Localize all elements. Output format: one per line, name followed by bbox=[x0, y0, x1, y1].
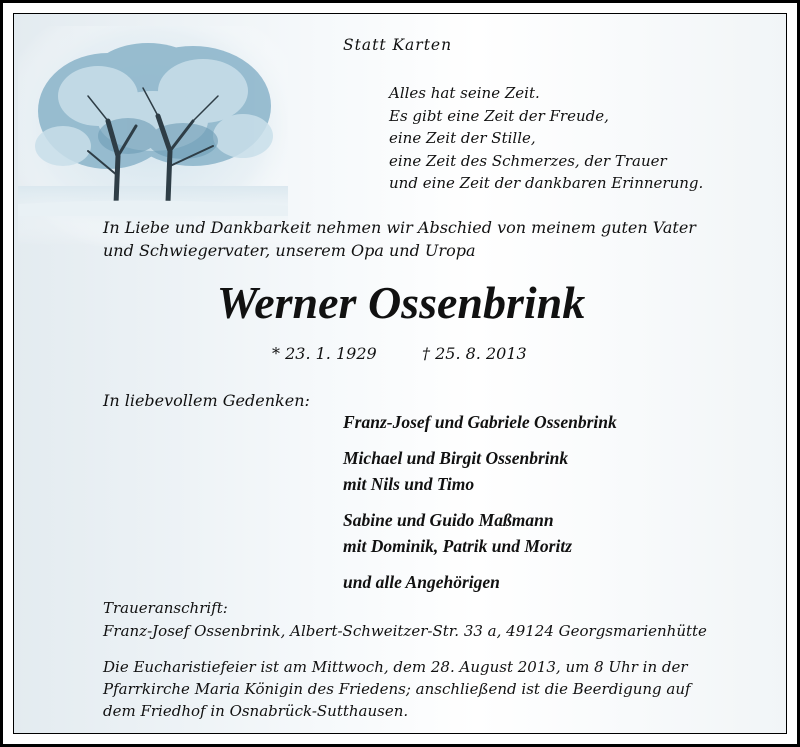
obituary-notice bbox=[13, 13, 787, 734]
winter-tree-image bbox=[18, 26, 288, 246]
mass-line: Die Eucharistiefeier ist am Mittwoch, dem 28. August 2013, um 8 Uhr in der bbox=[103, 658, 688, 676]
deceased-name: Werner Ossenbrink bbox=[216, 277, 586, 328]
mass-line: Pfarrkirche Maria Königin des Friedens; anschließend ist die Beerdigung auf bbox=[103, 680, 691, 698]
birth-date: * 23. 1. 1929 bbox=[272, 344, 377, 363]
statt-karten-heading: Statt Karten bbox=[343, 36, 453, 54]
poem-line: eine Zeit des Schmerzes, der Trauer bbox=[389, 151, 667, 170]
family-line: Franz-Josef und Gabriele Ossenbrink bbox=[343, 412, 617, 432]
mass-line: dem Friedhof in Osnabrück-Sutthausen. bbox=[103, 702, 409, 720]
family-line: Michael und Birgit Ossenbrink bbox=[343, 448, 569, 468]
family-line: mit Nils und Timo bbox=[343, 474, 475, 494]
funeral-mass-text bbox=[103, 656, 713, 722]
family-line: Sabine und Guido Maßmann bbox=[343, 510, 554, 530]
intro-text bbox=[103, 216, 696, 262]
life-dates bbox=[272, 344, 527, 363]
intro-line: In Liebe und Dankbarkeit nehmen wir Abschied von meinem guten Vater bbox=[103, 218, 696, 237]
mourning-address: Franz-Josef Ossenbrink, Albert-Schweitzer-Str. 33 a, 49124 Georgsmarienhütte bbox=[103, 622, 707, 640]
gedenken-label: In liebevollem Gedenken: bbox=[103, 391, 310, 410]
poem bbox=[389, 82, 703, 195]
family-line: und alle Angehörigen bbox=[343, 572, 500, 592]
poem-line: Es gibt eine Zeit der Freude, bbox=[389, 106, 609, 125]
family-line: mit Dominik, Patrik und Moritz bbox=[343, 536, 573, 556]
poem-line: und eine Zeit der dankbaren Erinnerung. bbox=[389, 174, 704, 192]
intro-line: und Schwiegervater, unserem Opa und Uropa bbox=[103, 241, 476, 260]
address-label: Traueranschrift: bbox=[103, 599, 228, 617]
poem-line: eine Zeit der Stille, bbox=[389, 129, 536, 147]
death-date: † 25. 8. 2013 bbox=[422, 344, 527, 363]
poem-line: Alles hat seine Zeit. bbox=[389, 84, 540, 102]
